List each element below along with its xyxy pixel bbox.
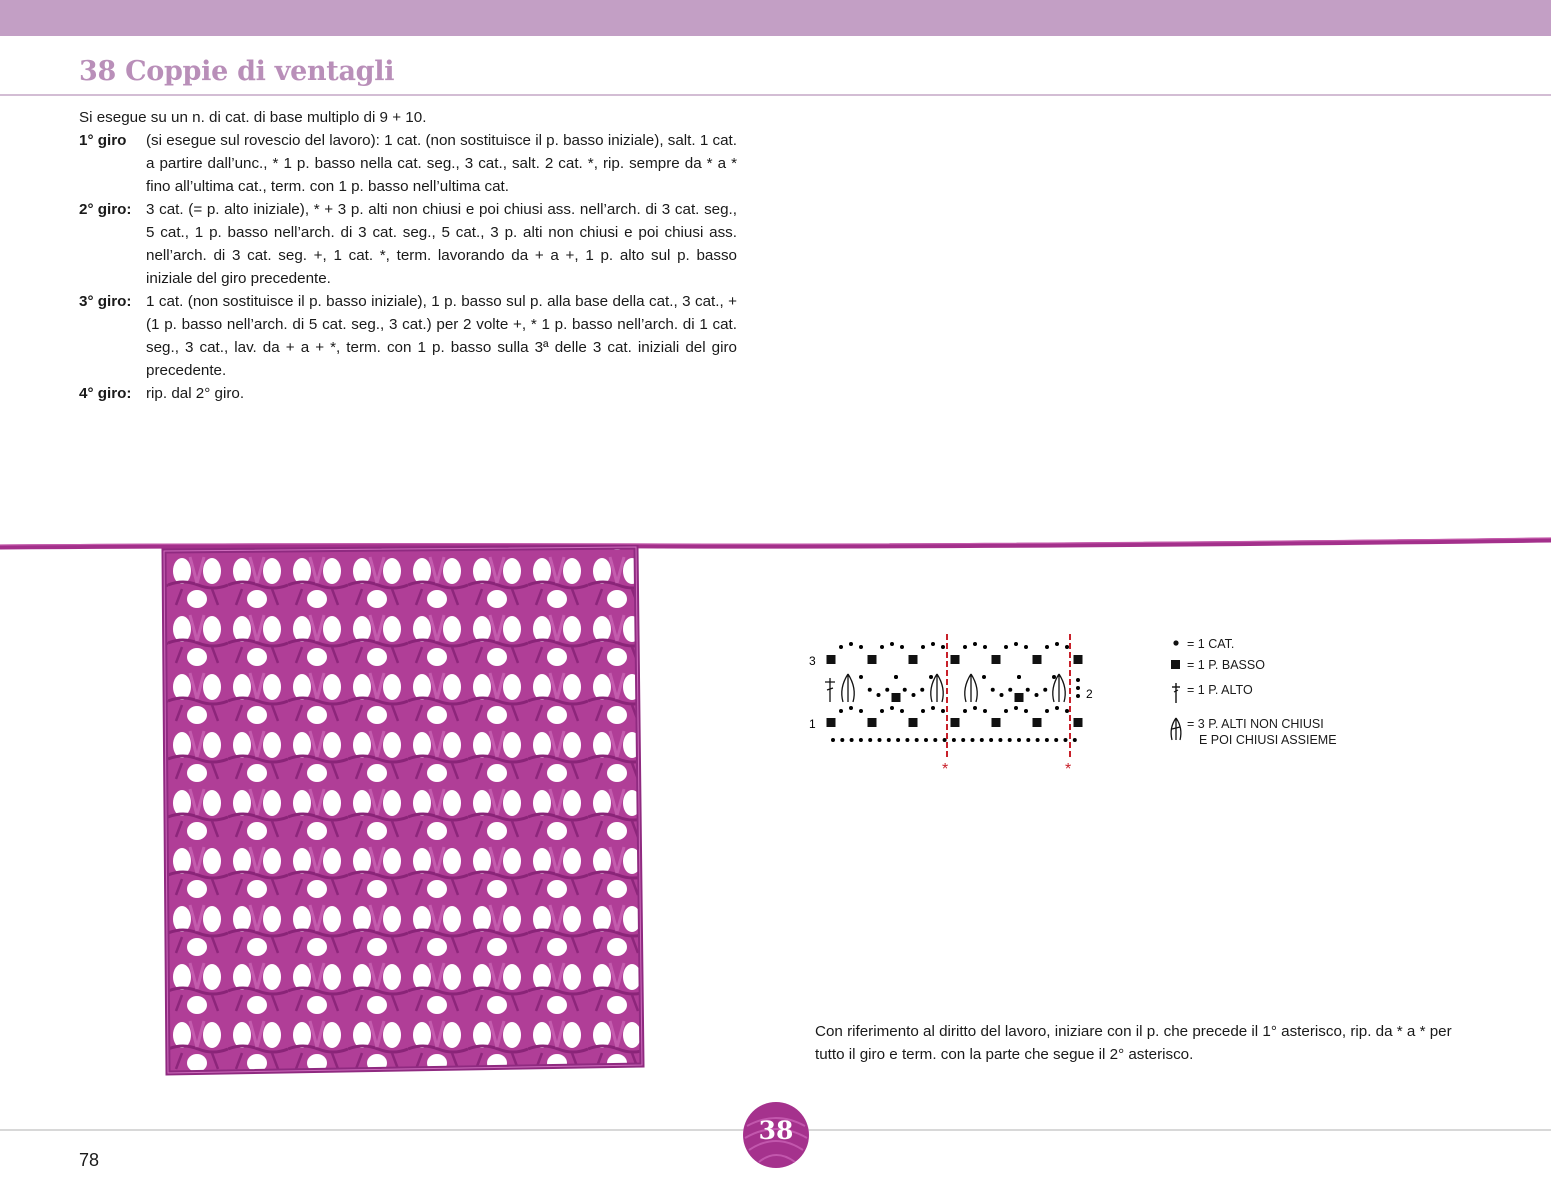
chart-chain-dot [1076,678,1080,682]
row-3 [79,290,737,382]
chart-chain-dot [912,693,916,697]
chart-chain-dot [963,645,967,649]
row-3-text: 1 cat. (non sostituisce il p. basso iniziale), 1 p. basso sul p. alla base della cat., 3 cat., + (1 p. basso nell’arch. di 5 cat. seg., 3 cat.) per 2 volte +, * 1 p. basso nell’arch. di 1 cat. seg., 3 cat., lav. da + a + *, term. con 1 p. basso sulla 3ª delle 3 cat. iniziali del giro precedente. [146,293,737,379]
row-label-2: 2 [1086,687,1093,701]
chart-chain-dot [896,738,900,742]
chart-chain-dot [1036,738,1040,742]
chart-chain-dot [1035,693,1039,697]
chart-cluster [965,674,977,702]
chart-chain-dot [839,709,843,713]
cluster-icon [1165,716,1187,742]
chart-chain-dot [849,642,853,646]
row-1-text: (si esegue sul rovescio del lavoro): 1 cat. (non sostituisce il p. basso iniziale), salt. 1 cat. a partire dall’unc., * 1 p. basso nella cat. seg., 3 cat., salt. 2 cat. *, rip. sempre da * a * fino all’ultima cat., term. con 1 p. basso nell’ultima cat. [146,132,737,195]
chart-chain-dot [1076,694,1080,698]
chart-chain-dot [1073,738,1077,742]
chart-chain-dot [1004,709,1008,713]
chart-single-crochet [868,655,877,664]
chart-chain-dot [1026,688,1030,692]
chart-chain-dot [1054,738,1058,742]
chart-single-crochet [827,718,836,727]
row-2-text: 3 cat. (= p. alto iniziale), * + 3 p. alti non chiusi e poi chiusi ass. nell’arch. di 3 cat. seg., 5 cat., 1 p. basso nell’arch. di 3 cat. seg., 5 cat., 3 p. alti non chiusi e poi chiusi ass. nell’arch. di 3 cat. seg. +, 1 cat. *, term. lavorando da + a +, 1 p. alto sul p. basso iniziale del giro precedente. [146,201,737,287]
chart-chain-dot [859,709,863,713]
chart-chain-dot [1076,686,1080,690]
chart-chain-dot [982,675,986,679]
chart-double-crochet [825,678,835,702]
chart-chain-dot [921,645,925,649]
chart-single-crochet [951,655,960,664]
chart-chain-dot [941,645,945,649]
legend-single-crochet-text: = 1 P. BASSO [1187,658,1265,672]
chart-chain-dot [973,706,977,710]
legend-double-crochet [1165,682,1253,704]
double-crochet-icon [1165,682,1187,704]
chart-single-crochet [909,718,918,727]
legend-double-crochet-text: = 1 P. ALTO [1187,683,1253,697]
crochet-chart [806,630,1106,775]
row-label-1: 1 [809,717,816,731]
chart-single-crochet [1033,718,1042,727]
chart-chain-dot [880,645,884,649]
row-1-label: 1° giro [79,132,127,149]
chart-chain-dot [915,738,919,742]
chart-chain-dot [1014,642,1018,646]
chart-chain-dot [850,738,854,742]
chart-chain-dot [1055,642,1059,646]
legend-single-crochet [1165,657,1265,673]
chart-chain-dot [1055,706,1059,710]
chart-chain-dot [1045,709,1049,713]
instructions-intro: Si esegue su un n. di cat. di base multiplo di 9 + 10. [79,109,427,126]
row-1 [79,129,737,198]
chart-chain-dot [859,738,863,742]
chart-single-crochet [868,718,877,727]
chart-chain-dot [1065,645,1069,649]
crochet-swatch-image [158,545,668,1085]
chart-chain-dot [933,738,937,742]
chart-chain-dot [929,675,933,679]
row-4 [79,382,737,405]
chart-chain-dot [1064,738,1068,742]
row-label-3: 3 [809,654,816,668]
chart-chain-dot [931,642,935,646]
page-number: 78 [79,1150,100,1170]
chart-chain-dot [924,738,928,742]
chart-chain-dot [941,709,945,713]
legend-cluster [1165,716,1337,748]
chart-chain-dot [840,738,844,742]
chart-single-crochet [992,655,1001,664]
chart-chain-dot [971,738,975,742]
chart-chain-dot [859,675,863,679]
chart-chain-dot [1017,675,1021,679]
chart-chain-dot [973,642,977,646]
chain-dot-icon [1165,636,1187,650]
chart-chain-dot [900,709,904,713]
chart-chain-dot [983,645,987,649]
chart-chain-dot [961,738,965,742]
chart-chain-dot [890,642,894,646]
chart-chain-dot [868,688,872,692]
chart-chain-dot [1024,645,1028,649]
chart-chain-dot [868,738,872,742]
title-divider [0,94,1551,96]
legend-chain [1165,636,1234,652]
chart-chain-dot [1008,738,1012,742]
chart-chain-dot [921,709,925,713]
chart-chain-dot [839,645,843,649]
chart-chain-dot [887,738,891,742]
chart-chain-dot [1065,709,1069,713]
top-band [0,0,1551,36]
legend-chain-text: = 1 CAT. [1187,637,1235,651]
pattern-number: 38 [758,1116,794,1145]
row-2 [79,198,737,290]
single-crochet-square-icon [1165,657,1187,671]
row-4-text: rip. dal 2° giro. [146,385,245,402]
chart-chain-dot [989,738,993,742]
row-3-label: 3° giro: [79,293,132,310]
chart-chain-dot [1026,738,1030,742]
chart-single-crochet [992,718,1001,727]
chart-chain-dot [1014,706,1018,710]
chart-chain-dot [983,709,987,713]
chart-chain-dot [877,693,881,697]
chart-chain-dot [890,706,894,710]
chart-single-crochet [909,655,918,664]
chart-chain-dot [931,706,935,710]
chart-chain-dot [831,738,835,742]
chart-chain-dot [920,688,924,692]
chart-chain-dot [1008,688,1012,692]
chart-chain-dot [952,738,956,742]
chart-chain-dot [900,645,904,649]
chart-cluster [931,674,943,702]
instructions [79,106,737,405]
chart-chain-dot [1000,693,1004,697]
chart-chain-dot [849,706,853,710]
chart-single-crochet [1074,718,1083,727]
row-4-label: 4° giro: [79,385,132,402]
chart-stitches [825,642,1083,742]
legend-cluster-line2: E POI CHIUSI ASSIEME [1199,733,1337,747]
chart-single-crochet [1074,655,1083,664]
chart-chain-dot [1024,709,1028,713]
chart-chain-dot [905,738,909,742]
page-title: 38 Coppie di ventagli [79,56,395,87]
row-2-label: 2° giro: [79,201,132,218]
chart-single-crochet [951,718,960,727]
chart-chain-dot [998,738,1002,742]
chart-single-crochet [1015,693,1024,702]
chart-chain-dot [903,688,907,692]
chart-chain-dot [885,688,889,692]
chart-single-crochet [1033,655,1042,664]
chart-cluster [842,674,854,702]
chart-single-crochet [827,655,836,664]
repeat-mark-right: * [1065,761,1072,775]
chart-chain-dot [880,709,884,713]
chart-single-crochet [892,693,901,702]
chart-chain-dot [963,709,967,713]
chart-chain-dot [991,688,995,692]
repeat-mark-left: * [942,761,949,775]
chart-chain-dot [1004,645,1008,649]
chart-chain-dot [1043,688,1047,692]
legend-cluster-text [1187,716,1337,748]
chart-chain-dot [1017,738,1021,742]
chart-chain-dot [1045,645,1049,649]
chart-chain-dot [894,675,898,679]
chart-chain-dot [980,738,984,742]
chart-chain-dot [878,738,882,742]
pattern-number-badge [741,1100,811,1170]
chart-chain-dot [1052,675,1056,679]
legend-cluster-line1: = 3 P. ALTI NON CHIUSI [1187,717,1324,731]
chart-note: Con riferimento al diritto del lavoro, iniziare con il p. che precede il 1° asterisco, rip. da * a * per tutto il giro e term. con la parte che segue il 2° asterisco. [815,1023,1452,1063]
chart-chain-dot [1045,738,1049,742]
chart-chain-dot [859,645,863,649]
